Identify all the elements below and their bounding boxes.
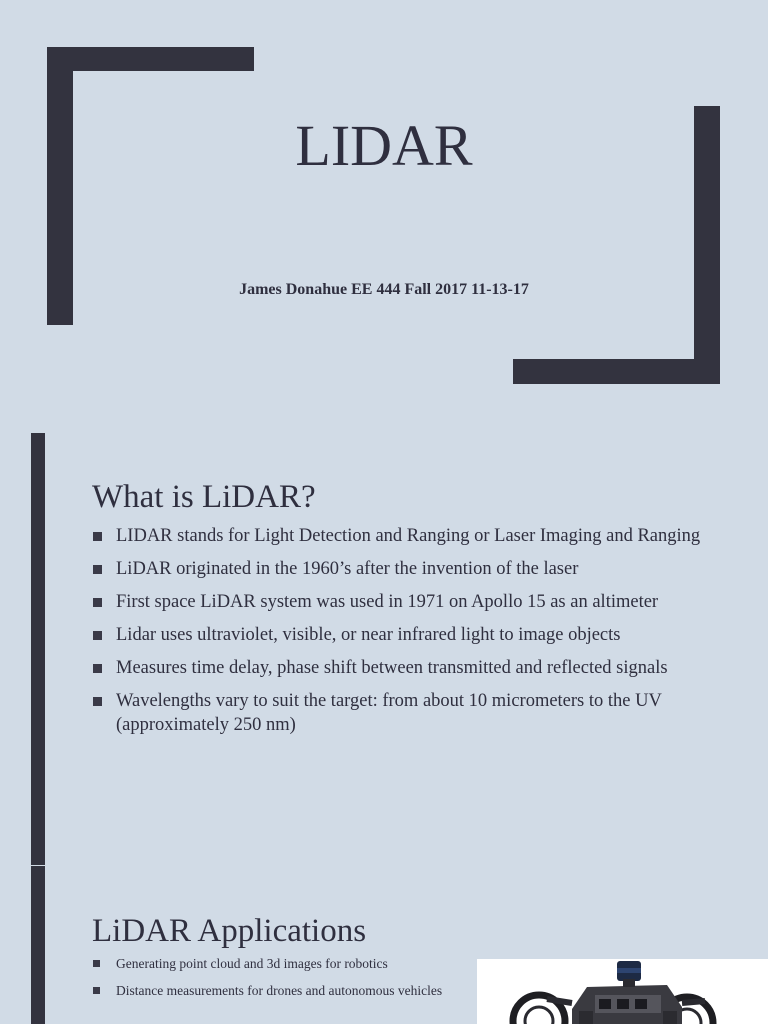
bullet-square-icon bbox=[93, 565, 102, 574]
slide-accent-bar bbox=[31, 866, 45, 1024]
bullet-text: Wavelengths vary to suit the target: from about 10 micrometers to the UV (approximately 250 nm) bbox=[116, 691, 662, 735]
robot-illustration-icon bbox=[477, 959, 768, 1024]
bullet-square-icon bbox=[93, 631, 102, 640]
bullet-text: LiDAR originated in the 1960’s after the invention of the laser bbox=[116, 559, 579, 579]
bullet-square-icon bbox=[93, 697, 102, 706]
presentation-subtitle: James Donahue EE 444 Fall 2017 11-13-17 bbox=[239, 281, 529, 298]
presentation-title: LIDAR bbox=[295, 113, 473, 178]
corner-bracket-bottom-right bbox=[513, 359, 720, 384]
robot-lidar-image bbox=[477, 959, 768, 1024]
bullet-text: Measures time delay, phase shift between transmitted and reflected signals bbox=[116, 658, 668, 678]
bullet-square-icon bbox=[93, 664, 102, 673]
bullet-text: Distance measurements for drones and autonomous vehicles bbox=[116, 983, 443, 998]
list-item bbox=[92, 982, 462, 999]
bullet-square-icon bbox=[93, 960, 100, 967]
list-item bbox=[92, 689, 702, 737]
bullet-list bbox=[92, 955, 462, 1009]
bullet-text: Generating point cloud and 3d images for robotics bbox=[116, 956, 388, 971]
bullet-square-icon bbox=[93, 532, 102, 541]
corner-bracket-top-left bbox=[47, 47, 254, 71]
list-item bbox=[92, 955, 462, 972]
lidar-applications-slide bbox=[0, 866, 768, 1024]
slide-accent-bar bbox=[31, 433, 45, 865]
title-slide bbox=[0, 0, 768, 432]
slide-title: LiDAR Applications bbox=[92, 913, 367, 949]
list-item bbox=[92, 524, 702, 548]
what-is-lidar-slide bbox=[0, 433, 768, 865]
bullet-text: First space LiDAR system was used in 1971 on Apollo 15 as an altimeter bbox=[116, 592, 659, 612]
list-item bbox=[92, 557, 702, 581]
bullet-text: LIDAR stands for Light Detection and Ranging or Laser Imaging and Ranging bbox=[116, 526, 701, 546]
bullet-text: Lidar uses ultraviolet, visible, or near infrared light to image objects bbox=[116, 625, 621, 645]
list-item bbox=[92, 656, 702, 680]
slide-title: What is LiDAR? bbox=[92, 479, 316, 515]
bullet-square-icon bbox=[93, 987, 100, 994]
bullet-square-icon bbox=[93, 598, 102, 607]
list-item bbox=[92, 623, 702, 647]
list-item bbox=[92, 590, 702, 614]
bullet-list bbox=[92, 524, 702, 746]
